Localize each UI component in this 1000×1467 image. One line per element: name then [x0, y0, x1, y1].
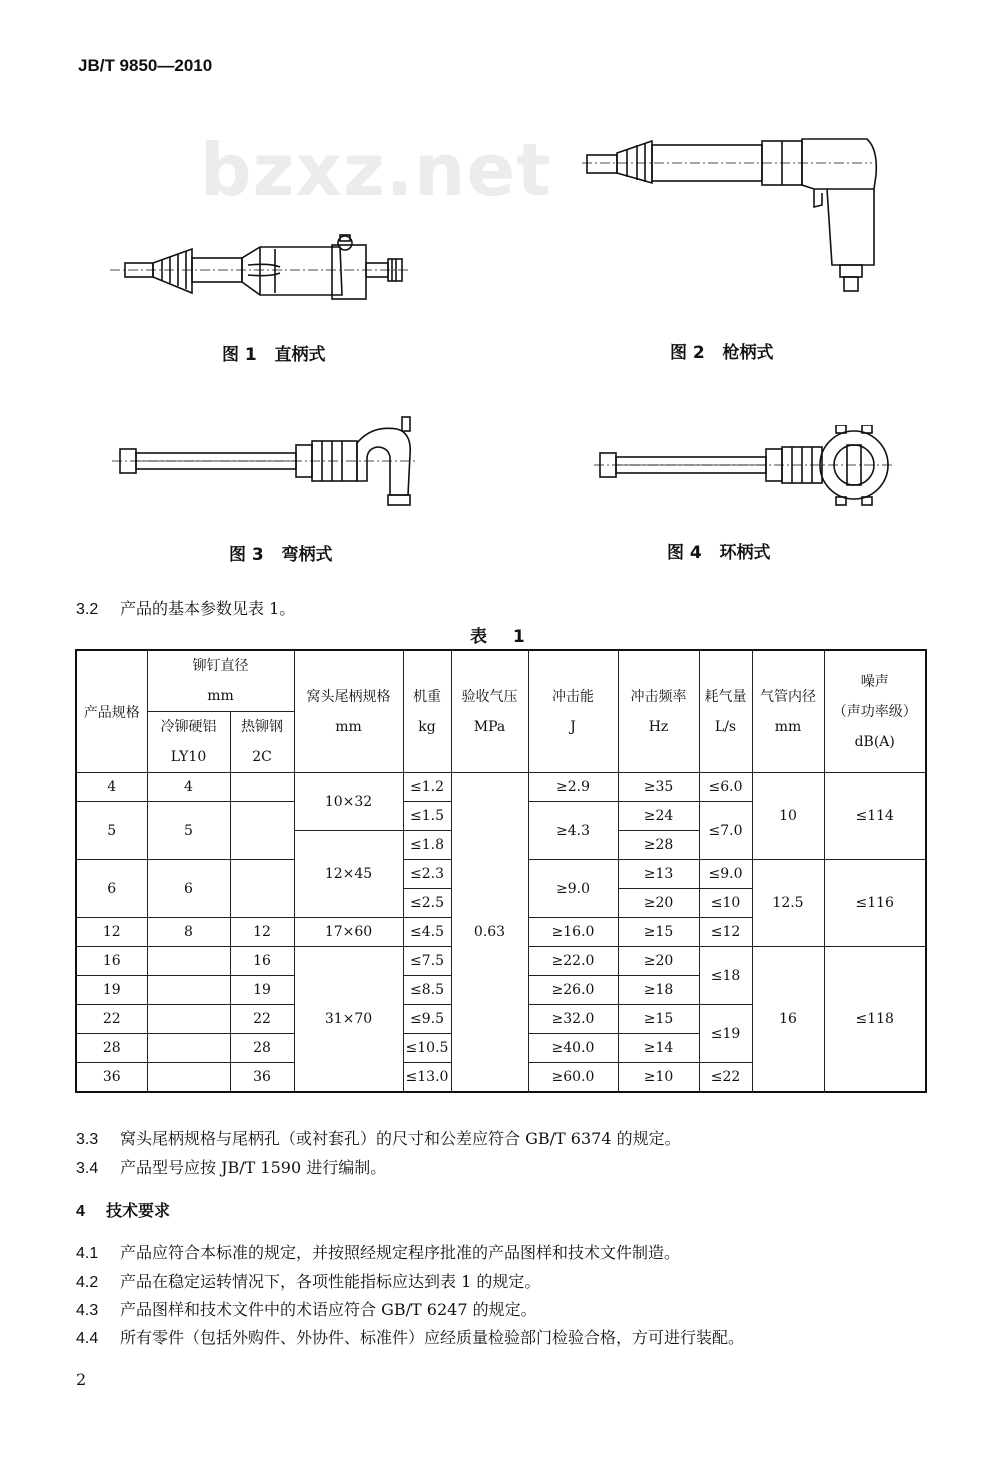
clause-4-1: [76, 1240, 680, 1263]
table-cell: ≤118: [824, 947, 926, 1093]
header-noise: 噪声 （声功率级） dB(A): [824, 650, 926, 773]
ring-handle-riveter-icon: [594, 425, 899, 515]
figure-3-caption: 图 3 弯柄式: [229, 545, 333, 565]
table-cell: ≤9.0: [699, 860, 752, 889]
table-cell: 22: [230, 1005, 294, 1034]
table-cell: 12.5: [752, 860, 824, 947]
table-cell: ≤12: [699, 918, 752, 947]
table-cell: ≤22: [699, 1063, 752, 1093]
table-cell: [230, 802, 294, 860]
table-cell: 8: [147, 918, 230, 947]
table-title: 表 1: [470, 627, 535, 647]
table-cell: ≥35: [618, 773, 699, 802]
clause-3-4: [76, 1155, 386, 1178]
clause-4-2: [76, 1269, 540, 1292]
table-cell: ≤116: [824, 860, 926, 947]
clause-number: 4.4: [76, 1330, 99, 1347]
clause-4-3: [76, 1297, 537, 1320]
table-cell: [230, 860, 294, 918]
clause-number: 3.2: [76, 601, 99, 618]
table-cell: ≤9.5: [403, 1005, 451, 1034]
table-cell: ≥28: [618, 831, 699, 860]
clause-4-4: [76, 1325, 744, 1348]
clause-3-2: [76, 596, 295, 619]
table-cell: ≤1.8: [403, 831, 451, 860]
table-cell: ≤8.5: [403, 976, 451, 1005]
table-cell: [230, 773, 294, 802]
header-impact-energy: 冲击能 J: [528, 650, 618, 773]
clause-text: 产品在稳定运转情况下，各项性能指标应达到表 1 的规定。: [120, 1272, 541, 1291]
table-cell: ≥32.0: [528, 1005, 618, 1034]
table-cell: 19: [76, 976, 147, 1005]
table-cell: [147, 1063, 230, 1093]
header-weight: 机重 kg: [403, 650, 451, 773]
document-code: JB/T 9850—2010: [78, 56, 213, 75]
clause-text: 窝头尾柄规格与尾柄孔（或衬套孔）的尺寸和公差应符合 GB/T 6374 的规定。: [120, 1129, 681, 1148]
clause-text: 产品应符合本标准的规定，并按照经规定程序批准的产品图样和技术文件制造。: [120, 1243, 681, 1262]
parameter-table: [75, 649, 927, 1093]
table-cell: 16: [752, 947, 824, 1093]
table-cell: 16: [76, 947, 147, 976]
header-rivet-diameter: 铆钉直径 mm: [147, 650, 294, 712]
table-cell: [147, 947, 230, 976]
figure-4-caption: 图 4 环柄式: [667, 543, 771, 563]
table-cell: 10×32: [294, 773, 403, 831]
table-cell: ≤1.2: [403, 773, 451, 802]
table-cell: 31×70: [294, 947, 403, 1093]
figure-2-caption: 图 2 枪柄式: [670, 343, 774, 363]
table-row: [76, 773, 926, 802]
table-cell: ≥15: [618, 1005, 699, 1034]
table-cell: ≥18: [618, 976, 699, 1005]
clause-number: 3.3: [76, 1131, 99, 1148]
section-title: 技术要求: [106, 1201, 171, 1220]
clause-3-3: [76, 1126, 681, 1149]
table-cell: ≥24: [618, 802, 699, 831]
table-cell: ≥9.0: [528, 860, 618, 918]
table-cell: ≥20: [618, 947, 699, 976]
header-pressure: 验收气压 MPa: [451, 650, 528, 773]
table-cell: [147, 976, 230, 1005]
straight-handle-riveter-icon: [110, 225, 420, 305]
table-cell: ≥4.3: [528, 802, 618, 860]
figure-1-caption: 图 1 直柄式: [222, 345, 326, 365]
table-cell: ≥10: [618, 1063, 699, 1093]
table-cell: 16: [230, 947, 294, 976]
table-cell: ≥26.0: [528, 976, 618, 1005]
clause-text: 产品型号应按 JB/T 1590 进行编制。: [120, 1158, 387, 1177]
page-number: 2: [76, 1370, 87, 1389]
header-cold-riveting: 冷铆硬铝 LY10: [147, 712, 230, 773]
header-impact-frequency: 冲击频率 Hz: [618, 650, 699, 773]
table-cell: 4: [147, 773, 230, 802]
table-cell: 28: [230, 1034, 294, 1063]
table-cell: ≤19: [699, 1005, 752, 1063]
table-cell: ≤2.5: [403, 889, 451, 918]
table-cell: 36: [230, 1063, 294, 1093]
table-cell: ≤114: [824, 773, 926, 860]
table-cell: ≤18: [699, 947, 752, 1005]
watermark: bzxz.net: [200, 128, 552, 212]
table-cell: ≤6.0: [699, 773, 752, 802]
clause-number: 4.2: [76, 1274, 99, 1291]
table-cell: 5: [76, 802, 147, 860]
header-spec: 产品规格: [76, 650, 147, 773]
table-cell: 22: [76, 1005, 147, 1034]
header-air-consumption: 耗气量 L/s: [699, 650, 752, 773]
table-cell: ≥20: [618, 889, 699, 918]
table-cell: [147, 1034, 230, 1063]
table-cell: ≤10: [699, 889, 752, 918]
pistol-handle-riveter-icon: [582, 125, 892, 295]
clause-text: 产品的基本参数见表 1。: [120, 599, 296, 618]
table-cell: ≥2.9: [528, 773, 618, 802]
table-cell: 12: [230, 918, 294, 947]
table-cell: ≥16.0: [528, 918, 618, 947]
table-cell: 10: [752, 773, 824, 860]
section-4-heading: [76, 1198, 170, 1221]
table-cell: 4: [76, 773, 147, 802]
table-cell: 28: [76, 1034, 147, 1063]
header-hot-riveting: 热铆钢 2C: [230, 712, 294, 773]
table-cell: 6: [147, 860, 230, 918]
table-cell: ≥15: [618, 918, 699, 947]
bent-handle-riveter-icon: [112, 415, 422, 515]
header-hose-diameter: 气管内径 mm: [752, 650, 824, 773]
section-number: 4: [76, 1203, 85, 1220]
table-cell: 19: [230, 976, 294, 1005]
table-cell: ≤2.3: [403, 860, 451, 889]
table-cell: ≤4.5: [403, 918, 451, 947]
table-cell: ≥13: [618, 860, 699, 889]
table-cell: ≥40.0: [528, 1034, 618, 1063]
clause-number: 4.3: [76, 1302, 99, 1319]
table-cell: ≥14: [618, 1034, 699, 1063]
table-cell: ≥22.0: [528, 947, 618, 976]
table-cell: ≥60.0: [528, 1063, 618, 1093]
table-cell: ≤7.0: [699, 802, 752, 860]
table-cell: 5: [147, 802, 230, 860]
table-cell: ≤10.5: [403, 1034, 451, 1063]
clause-number: 3.4: [76, 1160, 99, 1177]
table-cell: ≤1.5: [403, 802, 451, 831]
table-cell: 0.63: [451, 773, 528, 1093]
table-cell: 12: [76, 918, 147, 947]
clause-text: 产品图样和技术文件中的术语应符合 GB/T 6247 的规定。: [120, 1300, 537, 1319]
table-cell: ≤13.0: [403, 1063, 451, 1093]
clause-number: 4.1: [76, 1245, 99, 1262]
table-cell: 6: [76, 860, 147, 918]
table-cell: 17×60: [294, 918, 403, 947]
header-shank: 窝头尾柄规格 mm: [294, 650, 403, 773]
clause-text: 所有零件（包括外购件、外协件、标准件）应经质量检验部门检验合格，方可进行装配。: [120, 1328, 745, 1347]
table-cell: [147, 1005, 230, 1034]
table-cell: 36: [76, 1063, 147, 1093]
table-cell: ≤7.5: [403, 947, 451, 976]
table-cell: 12×45: [294, 831, 403, 918]
